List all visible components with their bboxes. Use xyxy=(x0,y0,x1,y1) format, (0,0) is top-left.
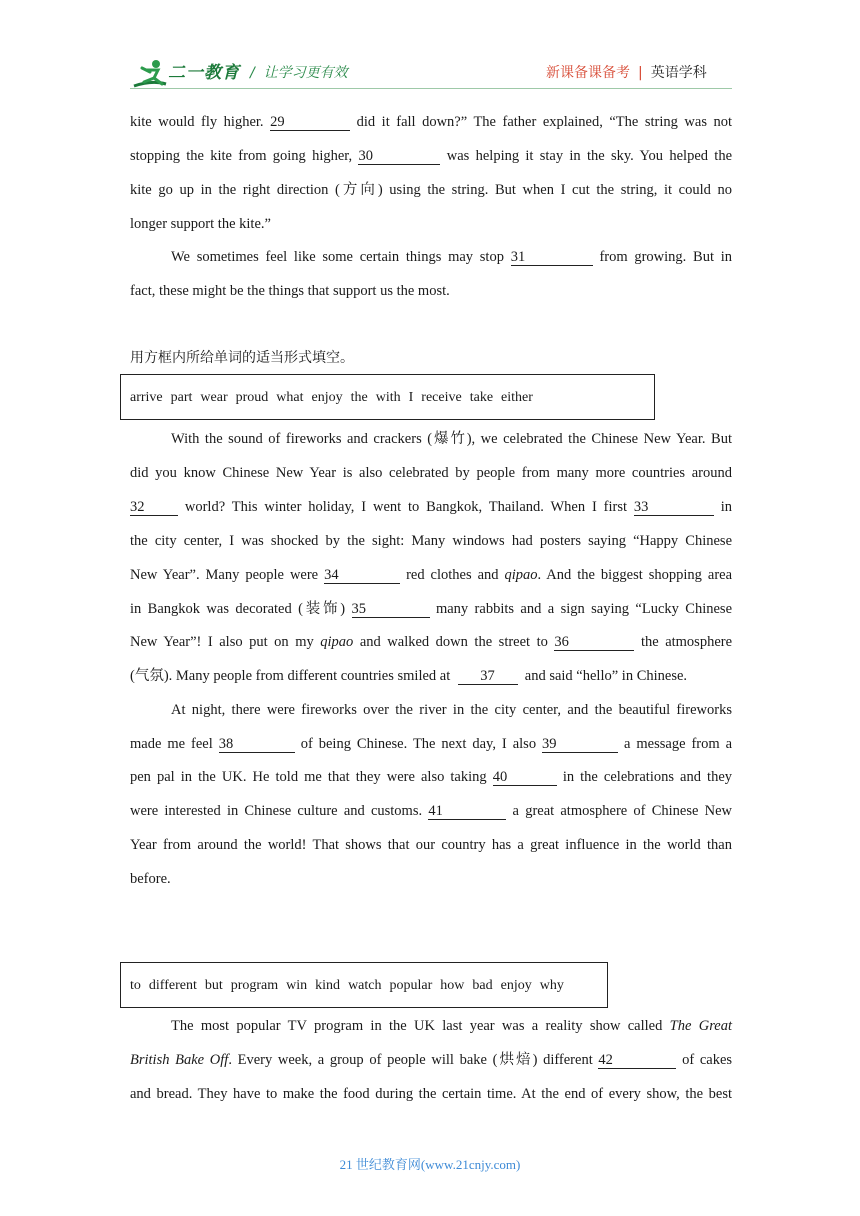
text-segment: wear xyxy=(200,390,228,405)
text-segment: (气氛). Many people from different countries smiled at xyxy=(130,668,451,684)
logo-text: 二一教育 xyxy=(168,63,240,83)
blank-38[interactable]: 38 xyxy=(219,736,295,753)
text-segment: either xyxy=(501,390,533,405)
blank-35[interactable]: 35 xyxy=(352,601,430,618)
text-segment: The most popular TV program in the UK last year was a reality show called xyxy=(171,1018,663,1034)
blank-41[interactable]: 41 xyxy=(428,803,506,820)
text-segment: and said “hello” in Chinese. xyxy=(524,668,688,684)
text-line: With the sound of fireworks and crackers (爆竹), we celebrated the Chinese New Year. But xyxy=(171,431,732,447)
text-line xyxy=(130,632,732,652)
blank-42[interactable]: 42 xyxy=(598,1052,676,1069)
instruction: 用方框内所给单词的适当形式填空。 xyxy=(130,350,354,366)
blank-39[interactable]: 39 xyxy=(542,736,618,753)
blank-32[interactable]: 32 xyxy=(130,499,178,516)
text-segment: The Great xyxy=(669,1018,733,1034)
header-course-label: 新课备课备考 xyxy=(546,65,630,81)
text-line: At night, there were fireworks over the river in the city center, and the beautiful fireworks xyxy=(171,702,732,718)
page-header xyxy=(0,0,860,100)
text-segment: receive xyxy=(421,390,462,405)
word-box-2 xyxy=(120,962,608,1008)
text-line: Year from around the world! That shows that our country has a great influence in the world than xyxy=(130,837,732,853)
text-segment: in xyxy=(720,499,732,515)
text-segment: win xyxy=(286,978,308,993)
text-segment: We sometimes feel like some certain things may stop xyxy=(171,249,504,265)
text-segment: and walked down the street to xyxy=(359,634,548,650)
text-line: longer support the kite.” xyxy=(130,216,271,232)
blank-34[interactable]: 34 xyxy=(324,567,400,584)
text-line: before. xyxy=(130,871,171,887)
text-line: did you know Chinese New Year is also celebrated by people from many more countries around xyxy=(130,465,732,481)
text-segment: why xyxy=(539,978,564,993)
text-segment: . Every week, a group of people will bake (烘焙) different xyxy=(228,1052,593,1068)
text-segment: to xyxy=(130,978,141,993)
text-segment: how xyxy=(440,978,465,993)
text-segment: program xyxy=(230,978,279,993)
text-segment: different xyxy=(148,978,197,993)
header-subject-label: 英语学科 xyxy=(650,65,707,81)
blank-37[interactable]: 37 xyxy=(458,668,518,685)
word-box-1 xyxy=(120,374,655,420)
text-segment: in the celebrations and they xyxy=(562,769,733,785)
text-line xyxy=(171,1016,732,1036)
text-line xyxy=(130,666,732,686)
blank-36[interactable]: 36 xyxy=(554,634,634,651)
text-segment: of cakes xyxy=(682,1052,733,1068)
text-segment: enjoy xyxy=(500,978,532,993)
header-subject xyxy=(546,62,707,82)
text-line xyxy=(130,497,732,517)
text-segment: . And the biggest shopping area xyxy=(537,567,733,583)
text-segment: arrive xyxy=(130,390,163,405)
text-segment: popular xyxy=(389,978,433,993)
text-segment: enjoy xyxy=(311,390,343,405)
text-line xyxy=(130,599,732,619)
text-segment: take xyxy=(469,390,494,405)
text-segment: did it fall down?” The father explained, “The string was not xyxy=(356,114,733,130)
text-segment: many rabbits and a sign saying “Lucky Chinese xyxy=(435,601,733,617)
text-line: and bread. They have to make the food during the certain time. At the end of every show, the best xyxy=(130,1086,732,1102)
text-segment: British Bake Off xyxy=(130,1052,229,1068)
text-line xyxy=(130,734,732,754)
blank-30[interactable]: 30 xyxy=(358,148,440,165)
text-segment: bad xyxy=(472,978,493,993)
text-segment: in Bangkok was decorated (装饰) xyxy=(130,601,346,617)
blank-29[interactable]: 29 xyxy=(270,114,350,131)
text-segment: was helping it stay in the sky. You helped the xyxy=(446,148,733,164)
text-segment: kind xyxy=(315,978,341,993)
text-line xyxy=(130,767,732,787)
text-line xyxy=(130,565,732,585)
header-divider xyxy=(130,88,732,89)
text-segment: the atmosphere xyxy=(640,634,733,650)
text-segment: made me feel xyxy=(130,736,213,752)
text-segment: watch xyxy=(348,978,382,993)
text-segment: world? This winter holiday, I went to Bangkok, Thailand. When I first xyxy=(184,499,627,515)
text-segment: were interested in Chinese culture and customs. xyxy=(130,803,423,819)
text-segment: stopping the kite from going higher, xyxy=(130,148,353,164)
blank-31[interactable]: 31 xyxy=(511,249,593,266)
text-line: kite go up in the right direction (方向) using the string. But when I cut the string, it could no xyxy=(130,182,732,198)
blank-33[interactable]: 33 xyxy=(634,499,714,516)
slogan-text: 让学习更有效 xyxy=(263,65,348,81)
text-segment: qipao xyxy=(320,634,354,650)
text-segment: proud xyxy=(235,390,269,405)
text-segment: kite would fly higher. xyxy=(130,114,264,130)
text-segment: a message from a xyxy=(624,736,733,752)
text-line xyxy=(171,247,732,267)
text-segment: I xyxy=(408,390,414,405)
text-segment: of being Chinese. The next day, I also xyxy=(300,736,537,752)
text-line: fact, these might be the things that support us the most. xyxy=(130,283,450,299)
blank-40[interactable]: 40 xyxy=(493,769,557,786)
text-line xyxy=(130,112,732,132)
text-segment: a great atmosphere of Chinese New xyxy=(512,803,732,819)
text-line: the city center, I was shocked by the sight: Many windows had posters saying “Happy Chinese xyxy=(130,533,732,549)
text-line xyxy=(130,1050,732,1070)
text-segment: part xyxy=(170,390,193,405)
header-separator: | xyxy=(638,65,643,81)
text-segment: qipao xyxy=(504,567,538,583)
text-line xyxy=(130,146,732,166)
text-segment: pen pal in the UK. He told me that they were also taking xyxy=(130,769,487,785)
text-segment: the xyxy=(350,390,368,405)
text-segment: New Year”! I also put on my xyxy=(130,634,314,650)
text-segment: but xyxy=(204,978,223,993)
header-slogan: / 让学习更有效 xyxy=(250,65,348,81)
page-footer: 21 世纪教育网(www.21cnjy.com) xyxy=(339,1157,521,1172)
text-segment: what xyxy=(276,390,304,405)
text-segment: with xyxy=(375,390,401,405)
text-segment: New Year”. Many people were xyxy=(130,567,319,583)
text-line xyxy=(130,801,732,821)
text-segment: red clothes and xyxy=(406,567,499,583)
text-segment: from growing. But in xyxy=(599,249,733,265)
